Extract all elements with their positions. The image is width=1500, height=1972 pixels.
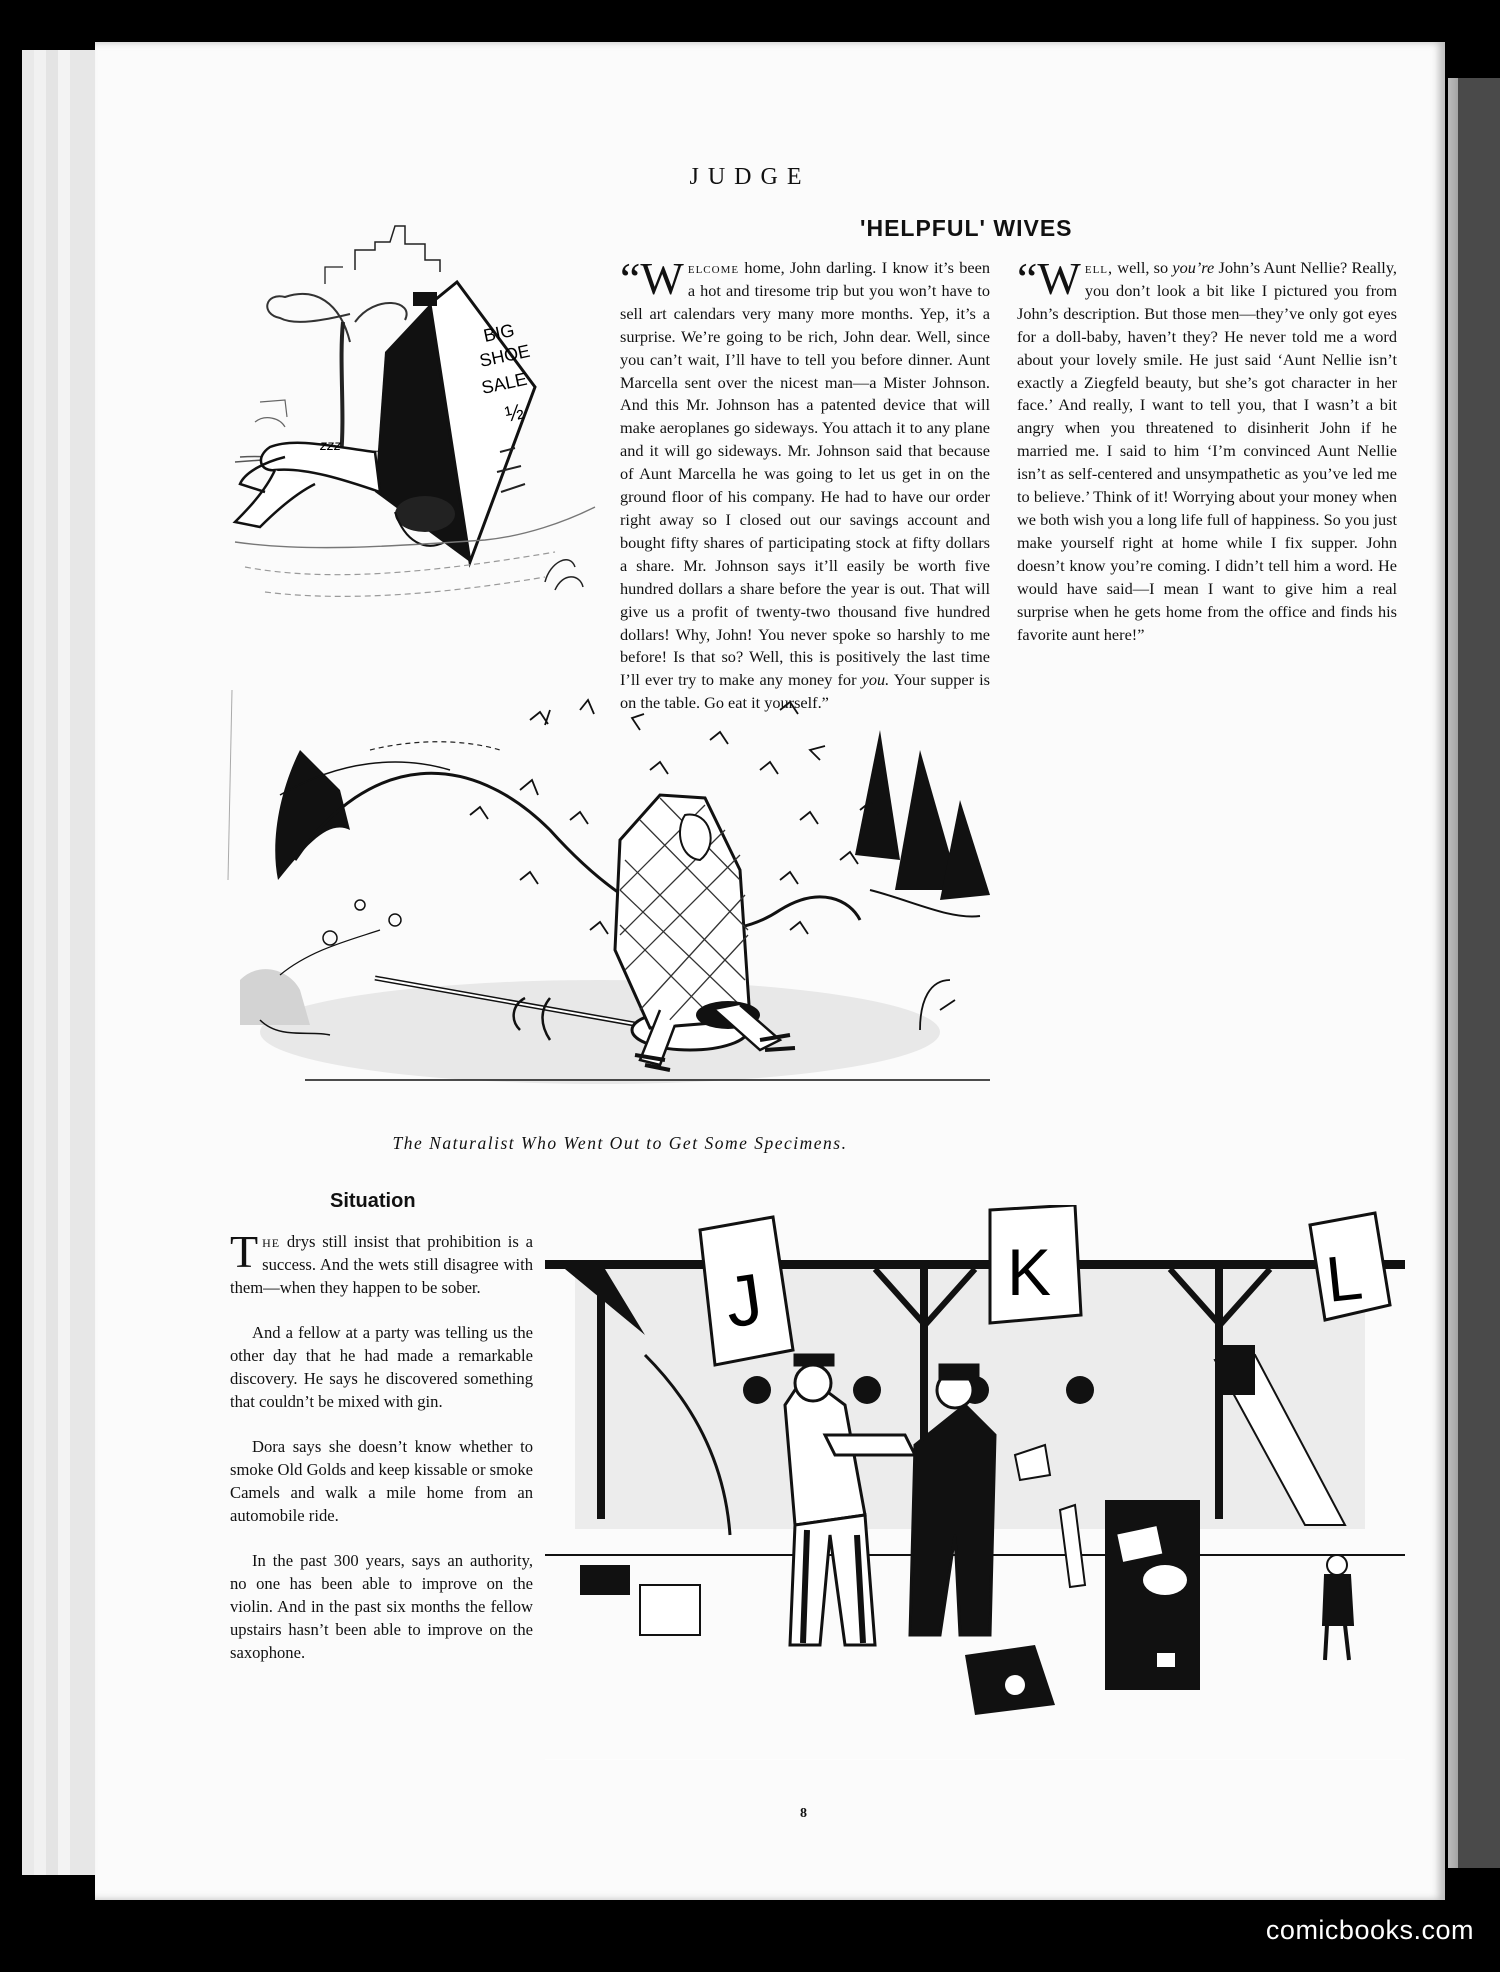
drop-cap: “W bbox=[1017, 253, 1081, 304]
situation-paragraph bbox=[230, 1226, 533, 1299]
story-one-tail: Your supper is on the table. Go eat it yourself.” bbox=[620, 670, 991, 713]
story-lead-word: elcome bbox=[687, 258, 740, 277]
sign-text-line: BIG bbox=[481, 319, 517, 346]
story-one-text: home, John darling. I know it’s been a hot and tiresome trip but you won’t have to sell art calendars very many more months. Yep, it’s a surprise. We’re going to be rich, John dear. Well, since you can’t wait, I’ll have to tell you before dinner. Aunt Marcella sent over the nicest man—a Mister Johnson. And this Mr. Johnson has a patented device that will make aeroplanes go sideways. You attach it to any plane and it will go sideways. Mr. Johnson said that because of Aunt Marcella he was going to let us get in on the ground floor of his company. He had to have our order right away so I closed out our savings account and bought fifty shares of participating stock at fifty dollars a share. Mr. Johnson says it’ll easily be worth five hundred dollars a share before the year is out. That will give us a profit of twenty-two thousand five hundred dollars! Why, John! You never spoke so harshly to me before! Is that so? Well, this is positively the last time I’ll ever try to make any money for bbox=[620, 258, 990, 690]
article-title: 'HELPFUL' WIVES bbox=[860, 215, 1073, 241]
snore-text: zzz bbox=[320, 437, 341, 453]
situation-paragraph-text: drys still insist that prohibition is a success. And the wets still disagree with them—when they happen to be sober. bbox=[230, 1232, 533, 1297]
story-two-text: John’s Aunt Nellie? Really, you don’t look a bit like I pictured you from John’s description. But those men—they’ve only got eyes for a doll-baby, haven’t they? He never told me a word about your lovely smile. He just said ‘Aunt Nellie isn’t exactly a Ziegfeld beauty, but she’s got character in her face.’ And really, I want to tell you, that I wasn’t a bit angry when you threatened to disinherit John if he married me. I said to him ‘I’m convinced Aunt Nellie isn’t as self-centered and unsympathetic as you’ve led me to believe.’ Think of it! Worrying about your money when we both wish you a long life full of happiness. So you just make yourself right at home while I fix supper. John doesn’t know you’re coming. I didn’t tell him a word. He would have said—I mean I want to give him a real surprise when he gets home from the office and finds his favorite aunt here!” bbox=[1017, 258, 1397, 644]
situation-paragraph: In the past 300 years, says an authority, no one has been able to improve on the violin. And in the past six months the fellow upstairs hasn’t been able to improve on the saxophone. bbox=[230, 1551, 533, 1662]
cartoon-sleeping-man bbox=[225, 222, 610, 647]
article-column-left bbox=[620, 253, 991, 715]
situation-column bbox=[230, 1226, 533, 1686]
sign-text-line: ½ bbox=[502, 398, 526, 427]
article-column-right bbox=[1017, 253, 1397, 646]
sign-text-line: SHOE bbox=[477, 340, 532, 371]
situation-paragraph: And a fellow at a party was telling us the other day that he had made a remarkable discovery. He says he discovered something that couldn’t be mixed with gin. bbox=[230, 1323, 533, 1411]
cartoon-caption: The Naturalist Who Went Out to Get Some Specimens. bbox=[392, 1133, 848, 1153]
situation-lead-word: he bbox=[262, 1232, 281, 1251]
story-two-paragraph bbox=[1017, 253, 1397, 646]
cartoon-naturalist bbox=[220, 680, 1010, 1125]
sign-letter-k: K bbox=[1007, 1235, 1052, 1309]
sign-text-line: SALE bbox=[479, 368, 529, 398]
drop-cap: T bbox=[230, 1226, 259, 1277]
sign-letter-l: L bbox=[1322, 1240, 1366, 1316]
story-one-emphasis: you. bbox=[861, 670, 890, 690]
story-lead-word: ell, bbox=[1084, 258, 1114, 277]
drop-cap: “W bbox=[620, 253, 684, 304]
story-one-paragraph bbox=[620, 253, 991, 715]
site-watermark: comicbooks.com bbox=[1265, 1915, 1474, 1945]
story-two-text: well, so bbox=[1113, 258, 1173, 277]
sign-letter-j: J bbox=[720, 1259, 768, 1344]
cartoon-station-scene bbox=[545, 1205, 1405, 1760]
situation-heading: Situation bbox=[330, 1190, 416, 1212]
magazine-title: JUDGE bbox=[689, 164, 811, 190]
story-two-emphasis: you’re bbox=[1172, 258, 1215, 277]
situation-paragraph: Dora says she doesn’t know whether to smoke Old Golds and keep kissable or smoke Camels and walk a mile home from an automobile ride. bbox=[230, 1437, 533, 1525]
book-spine-shadow bbox=[1458, 78, 1500, 1868]
page-number: 8 bbox=[800, 1806, 807, 1821]
